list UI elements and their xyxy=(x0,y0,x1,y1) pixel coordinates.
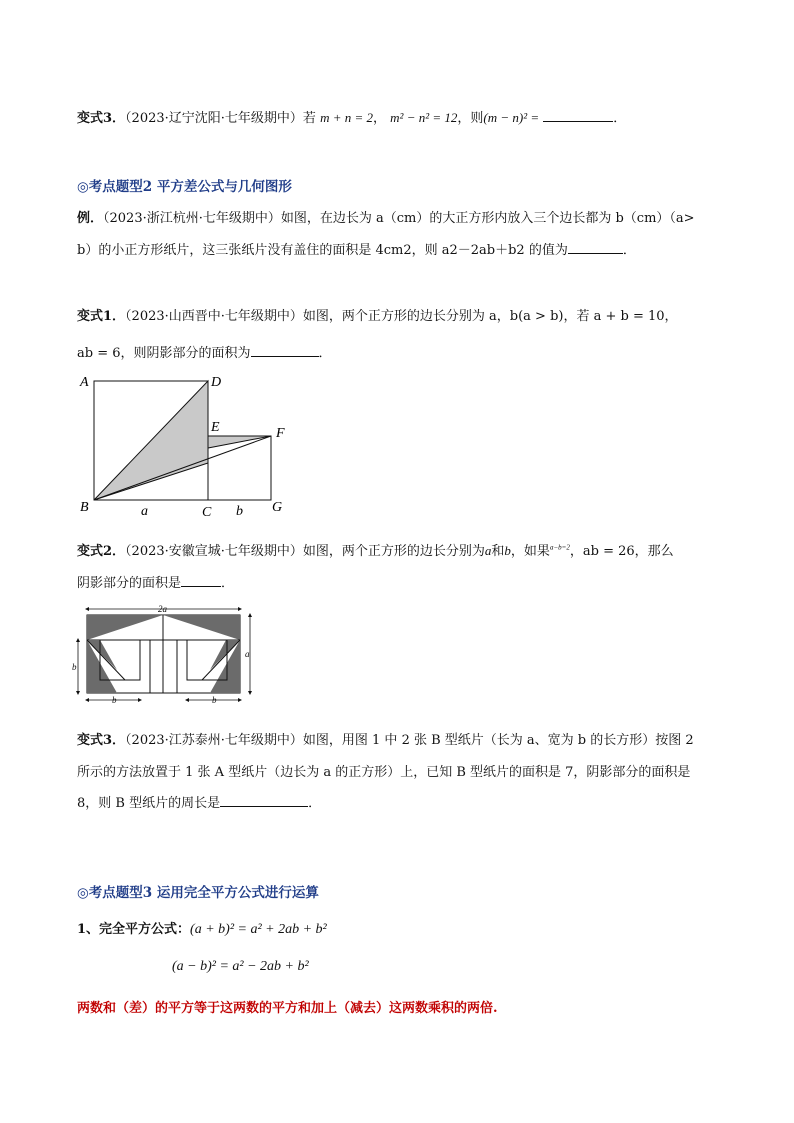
condition-tiny: a−b=2 xyxy=(549,543,570,552)
question-v2-line-2 xyxy=(77,572,234,591)
question-label: 变式2． xyxy=(77,544,126,559)
period: ． xyxy=(613,111,627,126)
formula-line-1 xyxy=(77,918,327,938)
example-line-2 xyxy=(77,239,636,258)
question-text-2: ab = 6，则阴影部分的面积为 xyxy=(77,346,251,361)
var-b: b xyxy=(504,543,511,558)
formula-note: 两数和（差）的平方等于这两数的平方和加上（减去）这两数乘积的两倍. xyxy=(77,1001,498,1016)
vertex-d: D xyxy=(211,375,222,390)
condition-1: m + n = 2 xyxy=(320,110,373,125)
dimension-2a-label: 2a xyxy=(158,604,167,614)
formula-diff-square: (a − b)² = a² − 2ab + b² xyxy=(172,959,309,974)
question-v3-top xyxy=(77,107,626,126)
item-label: 1、完全平方公式： xyxy=(77,922,191,937)
question-v2-line-1 xyxy=(77,540,674,559)
section-heading-3: ◎考点题型3 运用完全平方公式进行运算 xyxy=(77,885,319,901)
question-text-3: 8，则 B 型纸片的周长是 xyxy=(77,796,221,811)
period: ． xyxy=(318,346,332,361)
answer-blank[interactable] xyxy=(251,344,319,357)
question-label: 变式3． xyxy=(77,733,126,748)
question-v3-line-3 xyxy=(77,792,321,811)
question-label: 变式1． xyxy=(77,309,126,324)
vertex-e: E xyxy=(211,420,220,435)
answer-blank[interactable] xyxy=(543,109,613,122)
question-text-b: ，则 xyxy=(457,111,484,126)
question-text-2: 所示的方法放置于 1 张 A 型纸片（边长为 a 的正方形）上，已知 B 型纸片的面积是 7，阴影部分的面积是 xyxy=(77,765,691,780)
vertex-a: A xyxy=(80,375,89,390)
example-line-1 xyxy=(77,207,695,226)
condition-2: m² − n² = 12 xyxy=(390,110,458,125)
example-text-2: b）的小正方形纸片，这三张纸片没有盖住的面积是 4cm2，则 a2－2ab＋b2 的值为 xyxy=(77,243,568,258)
question-source: （2023·辽宁沈阳·七年级期中） xyxy=(125,111,303,126)
question-v3-line-1 xyxy=(77,729,694,748)
question-v1-line-1 xyxy=(77,305,678,324)
figure-v1-squares xyxy=(70,368,300,520)
question-text-1: （2023·江苏泰州·七年级期中）如图，用图 1 中 2 张 B 型纸片（长为 a、宽为 b 的长方形）按图 2 xyxy=(125,733,694,748)
answer-blank[interactable] xyxy=(220,794,308,807)
question-text-1a: （2023·安徽宣城·七年级期中）如图，两个正方形的边长分别为 xyxy=(125,544,485,559)
var-a: a xyxy=(484,543,492,558)
question-text: 若 xyxy=(302,111,316,126)
period: ． xyxy=(221,576,235,591)
vertex-g: G xyxy=(272,500,283,515)
vertex-b: B xyxy=(80,500,89,515)
section-heading-2: ◎考点题型2 平方差公式与几何图形 xyxy=(77,179,292,195)
answer-blank[interactable] xyxy=(181,574,221,587)
side-a-label: a xyxy=(141,504,148,519)
question-text-1c: ，ab = 26，那么 xyxy=(569,544,674,559)
shaded-triangle-ef xyxy=(208,436,271,448)
example-label: 例． xyxy=(77,211,104,226)
vertex-f: F xyxy=(276,426,285,441)
dimension-right-a-label: a xyxy=(245,649,250,659)
formula-sum-square: (a + b)² = a² + 2ab + b² xyxy=(190,922,327,937)
ask-expression: (m − n)² = xyxy=(483,110,540,125)
vertex-c: C xyxy=(202,505,212,520)
figure-v2-rectangle xyxy=(70,600,260,705)
question-v1-line-2 xyxy=(77,342,332,361)
separator: ， xyxy=(373,111,387,126)
question-v3-line-2 xyxy=(77,761,690,780)
question-text-1b: ，如果 xyxy=(510,544,550,559)
period: ． xyxy=(308,796,322,811)
dimension-left-b-label: b xyxy=(72,662,77,672)
side-b-label: b xyxy=(236,504,243,519)
question-label: 变式3． xyxy=(77,111,126,126)
question-text-2: 阴影部分的面积是 xyxy=(77,576,182,591)
shaded-triangle-bdc xyxy=(94,381,208,500)
question-text-1: （2023·山西晋中·七年级期中）如图，两个正方形的边长分别为 a，b(a > b)，若 a + b = 10， xyxy=(125,309,678,324)
example-text-1: （2023·浙江杭州·七年级期中）如图，在边长为 a（cm）的大正方形内放入三个边长都为 b（cm）（a> xyxy=(103,211,695,226)
dimension-bottom-left-b-label: b xyxy=(112,695,117,705)
dimension-bottom-right-b-label: b xyxy=(212,695,217,705)
answer-blank[interactable] xyxy=(568,241,623,254)
period: ． xyxy=(622,243,636,258)
conj: 和 xyxy=(491,544,505,559)
formula-line-2 xyxy=(172,959,309,975)
